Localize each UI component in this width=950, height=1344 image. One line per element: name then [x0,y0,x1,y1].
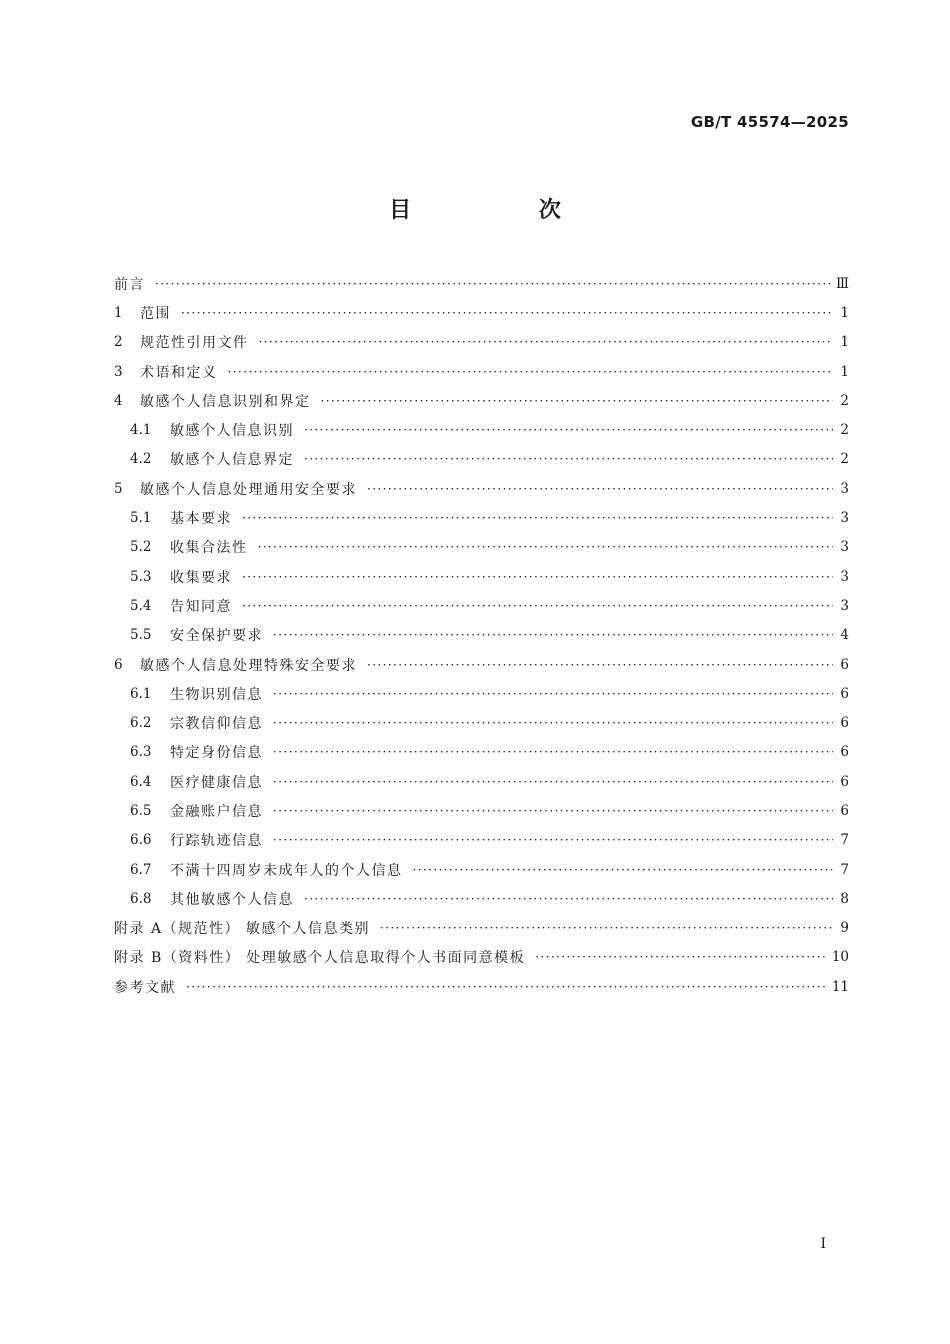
dot-leader [304,422,833,436]
toc-entry-page: 3 [840,539,849,556]
toc-entry-number: 6.6 [130,832,152,849]
dot-leader [273,715,833,729]
toc-entry-number: 6.7 [130,861,152,878]
toc-entry[interactable] [114,621,849,650]
toc-entry-number: 6.1 [130,685,152,702]
dot-leader [413,862,834,876]
toc-entry-number: 2 [114,334,123,351]
dot-leader [242,510,833,524]
toc-entry-page: 2 [840,392,849,409]
toc-entry-page: 6 [840,685,849,702]
toc-entry-number: 5 [114,480,123,497]
dot-leader [273,774,833,788]
toc-entry[interactable] [114,972,849,1001]
toc-entry[interactable] [114,533,849,562]
toc-entry-number: 6.2 [130,715,152,732]
dot-leader [321,393,834,407]
toc-entry[interactable] [114,708,849,737]
toc-entry[interactable] [114,298,849,327]
toc-entry-label: 其他敏感个人信息 [170,891,294,908]
toc-entry-number: 6.4 [130,773,152,790]
page-number: I [820,1236,826,1252]
toc-entry[interactable] [114,855,849,884]
dot-leader [273,832,833,846]
toc-entry-number: 5.4 [130,597,152,614]
toc-entry-page: 2 [840,422,849,439]
dot-leader [304,891,833,905]
toc-entry-page: 1 [840,334,849,351]
dot-leader [242,598,833,612]
dot-leader [259,334,834,348]
toc-entry-page: 3 [840,510,849,527]
toc-entry[interactable] [114,445,849,474]
toc-entry-page: 1 [840,304,849,321]
toc-entry-label: 敏感个人信息处理通用安全要求 [140,481,357,498]
toc-entry-label: 敏感个人信息识别 [170,423,294,440]
dot-leader [228,364,834,378]
dot-leader [535,949,828,963]
toc-entry[interactable] [114,914,849,943]
toc-entry-page: 6 [840,802,849,819]
toc-entry-page: 11 [831,978,849,995]
toc-entry-page: 3 [840,480,849,497]
toc-entry-number: 6.3 [130,744,152,761]
dot-leader [273,686,833,700]
toc-entry-label: 告知同意 [170,598,232,615]
page-title: 目 次 [389,198,621,223]
toc-entry-number: 5.2 [130,539,152,556]
toc-entry-label: 范围 [140,305,171,322]
toc-entry-page: 4 [840,627,849,644]
toc-entry[interactable] [114,269,849,298]
toc-entry-page: 9 [840,920,849,937]
toc-entry-number: 5.5 [130,627,152,644]
toc-entry[interactable] [114,650,849,679]
toc-entry-page: Ⅲ [835,275,849,292]
toc-entry-page: 8 [840,890,849,907]
standard-code: GB/T 45574—2025 [690,113,849,131]
toc-entry[interactable] [114,357,849,386]
dot-leader [273,803,833,817]
toc-entry[interactable] [114,474,849,503]
toc-entry-page: 10 [831,949,849,966]
toc-entry-label: 收集合法性 [170,540,248,557]
dot-leader [380,920,833,934]
toc-entry-page: 3 [840,597,849,614]
toc-entry[interactable] [114,738,849,767]
dot-leader [242,569,833,583]
toc-entry[interactable] [114,826,849,855]
toc-entry[interactable] [114,503,849,532]
toc-entry-number: 1 [114,304,123,321]
toc-entry-label: 金融账户信息 [170,803,263,820]
toc-entry-page: 6 [840,773,849,790]
toc-entry-page: 6 [840,715,849,732]
toc-entry-label: 生物识别信息 [170,686,263,703]
toc-entry[interactable] [114,943,849,972]
toc-entry-label: 附录 B（资料性） 处理敏感个人信息取得个人书面同意模板 [114,950,526,967]
toc-entry-number: 4.1 [130,422,152,439]
toc-entry-label: 宗教信仰信息 [170,716,263,733]
toc-entry-number: 6 [114,656,123,673]
toc-entry-page: 6 [840,744,849,761]
toc-entry[interactable] [114,767,849,796]
toc-entry-label: 敏感个人信息识别和界定 [140,393,311,410]
toc-entry-label: 术语和定义 [140,364,218,381]
toc-entry-label: 基本要求 [170,511,232,528]
dot-leader [155,276,832,290]
toc-entry[interactable] [114,796,849,825]
table-of-contents [114,269,849,1001]
toc-entry[interactable] [114,415,849,444]
toc-entry-label: 参考文献 [114,979,176,996]
toc-entry[interactable] [114,328,849,357]
toc-entry-label: 附录 A（规范性） 敏感个人信息类别 [114,921,371,938]
dot-leader [258,539,834,553]
dot-leader [273,627,833,641]
toc-entry-label: 特定身份信息 [170,745,263,762]
toc-entry[interactable] [114,884,849,913]
toc-entry-number: 4 [114,392,123,409]
toc-entry-page: 1 [840,363,849,380]
toc-entry-label: 安全保护要求 [170,628,263,645]
toc-entry-label: 规范性引用文件 [140,335,249,352]
toc-entry-label: 敏感个人信息处理特殊安全要求 [140,657,357,674]
toc-entry-page: 6 [840,656,849,673]
dot-leader [181,305,833,319]
dot-leader [186,979,828,993]
toc-entry-label: 行踪轨迹信息 [170,833,263,850]
toc-entry[interactable] [114,679,849,708]
toc-entry-number: 5.1 [130,510,152,527]
toc-entry-number: 6.8 [130,890,152,907]
toc-entry[interactable] [114,386,849,415]
toc-entry-number: 4.2 [130,451,152,468]
dot-leader [367,657,833,671]
toc-entry-number: 3 [114,363,123,380]
toc-entry-label: 医疗健康信息 [170,774,263,791]
dot-leader [367,481,833,495]
toc-entry-number: 6.5 [130,802,152,819]
toc-entry-page: 7 [840,861,849,878]
toc-entry-page: 7 [840,832,849,849]
toc-entry-label: 敏感个人信息界定 [170,452,294,469]
toc-entry[interactable] [114,591,849,620]
toc-entry-page: 3 [840,568,849,585]
dot-leader [304,451,833,465]
toc-entry-page: 2 [840,451,849,468]
toc-entry-label: 收集要求 [170,569,232,586]
toc-entry-label: 不满十四周岁未成年人的个人信息 [170,862,403,879]
toc-entry-number: 5.3 [130,568,152,585]
toc-entry-label: 前言 [114,276,145,293]
toc-entry[interactable] [114,562,849,591]
dot-leader [273,744,833,758]
